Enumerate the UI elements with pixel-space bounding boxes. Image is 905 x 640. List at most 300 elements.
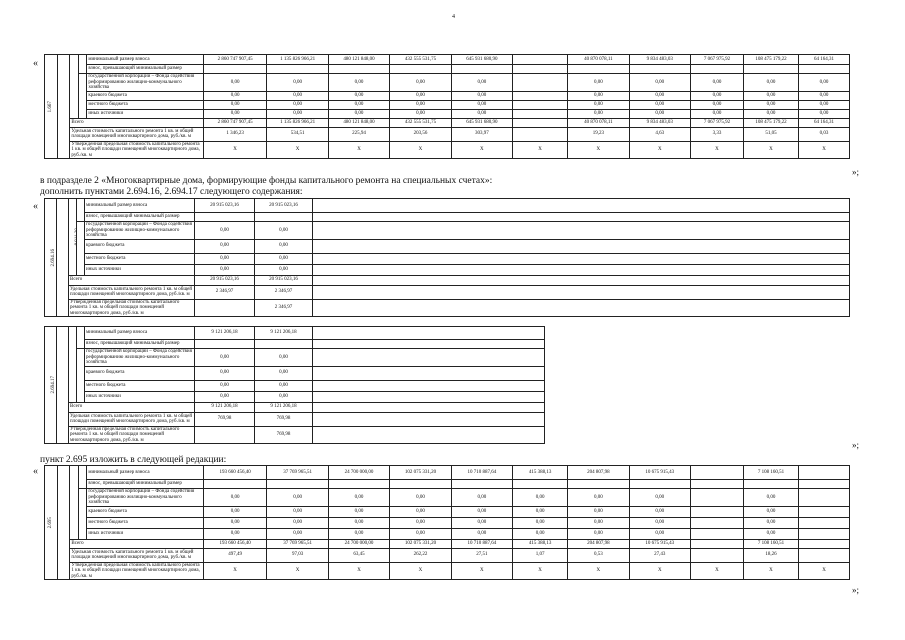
value-cell: 51,05 [743,127,798,141]
table-row [45,109,850,118]
value-cell: 225,94 [328,127,389,141]
value-cell: 0,00 [267,100,328,109]
value-cell: 0,00 [743,109,798,118]
value-cell: 0,00 [568,506,629,517]
value-cell: 480 121 848,00 [328,55,389,65]
value-cell: X [451,141,512,159]
table-row [45,91,850,100]
value-cell [743,65,798,74]
value-cell: 0,00 [255,391,313,402]
value-cell: 0,00 [743,506,798,517]
value-cell [691,528,744,539]
value-cell [799,548,850,562]
value-cell: 0,00 [799,74,850,92]
value-cell: 0,00 [195,253,255,264]
address-cell [57,466,70,580]
value-cell: X [513,141,568,159]
value-cell: 0,00 [255,380,313,391]
value-cell: 27,51 [451,548,512,562]
value-cell [255,213,313,222]
value-cell [451,65,512,74]
value-cell: 97,03 [267,548,328,562]
value-cell: 0,00 [203,74,267,92]
owners-funds-cell [78,466,86,489]
value-cell: X [743,141,798,159]
value-cell: 0,00 [451,109,512,118]
empty-cell [313,299,850,317]
value-cell: 20 915 023,16 [255,275,313,285]
empty-cell [313,402,545,412]
table-row [45,426,851,444]
row-label: государственной корпорации – Фонда содействия реформированию жилищно-коммунального хозяйства [87,74,204,92]
row-label: краевого бюджета [87,91,204,100]
row-label: Удельная стоимость капитального ремонта 1 кв. м общей площади помещений многоквартирного дома, руб./кв. м [69,412,195,426]
table-row [45,222,850,240]
table-row [45,528,850,539]
value-cell [513,109,568,118]
value-cell [691,517,744,528]
value-cell: 0,00 [195,349,255,367]
value-cell [195,340,255,349]
row-label: минимальный размер взноса [87,466,204,480]
value-cell [799,506,850,517]
value-cell: 0,00 [195,380,255,391]
value-cell [195,299,255,317]
value-cell: 0,00 [568,100,629,109]
value-cell [799,466,850,480]
row-label: взнос, превышающий минимальный размер [87,65,204,74]
value-cell: 3,33 [691,127,744,141]
value-cell: 0,00 [629,528,690,539]
value-cell [328,480,389,489]
table-row [45,199,850,213]
value-cell: 0,00 [328,517,389,528]
value-cell: 0,00 [513,489,568,507]
value-cell [203,65,267,74]
paragraph-item-2695: пункт 2.695 изложить в следующей редакции: [40,455,227,465]
row-label: взнос, превышающий минимальный размер [87,480,204,489]
value-cell: 102 075 331,20 [390,539,451,548]
table-row [45,489,850,507]
value-cell: 0,00 [390,100,451,109]
value-cell: 9 834 483,03 [629,118,690,127]
value-cell: 0,00 [267,528,328,539]
value-cell: 0,00 [195,239,255,253]
value-cell: 0,00 [390,517,451,528]
value-cell: 0,00 [691,91,744,100]
value-cell: 0,00 [267,517,328,528]
row-label: местного бюджета [85,253,195,264]
value-cell: 0,00 [691,74,744,92]
value-cell [799,528,850,539]
table-row [45,141,850,159]
value-cell: X [513,562,568,580]
value-cell: 0,00 [451,517,512,528]
table-row [45,327,851,340]
row-label: Удельная стоимость капитального ремонта 1 кв. м общей площади помещений многоквартирного дома, руб./кв. м [69,285,195,299]
value-cell [691,480,744,489]
value-cell: 0,00 [390,506,451,517]
value-cell: 1,07 [513,548,568,562]
value-cell: 9 121 206,18 [255,402,313,412]
value-cell: 2 346,97 [195,285,255,299]
item-number-cell [45,199,57,317]
empty-cell [313,285,850,299]
value-cell [513,100,568,109]
support-cell [77,222,85,276]
owners-funds-cell [77,199,85,222]
value-cell: 2 346,97 [255,299,313,317]
value-cell [799,517,850,528]
value-cell: 0,00 [390,489,451,507]
value-cell [513,480,568,489]
empty-cell [313,275,850,285]
value-cell: X [691,562,744,580]
table-row [45,275,850,285]
value-cell: 0,00 [799,91,850,100]
value-cell: 1 135 826 966,21 [267,55,328,65]
value-cell: 64 164,31 [799,118,850,127]
value-cell [568,65,629,74]
value-cell: 769,98 [255,412,313,426]
value-cell: 203,56 [390,127,451,141]
value-cell: X [568,141,629,159]
table-row [45,517,850,528]
value-cell: 0,00 [328,489,389,507]
table-row [45,299,850,317]
owners-funds-cell [78,55,86,74]
value-cell: 63,45 [328,548,389,562]
table-row [45,391,851,402]
table-row [45,127,850,141]
table-row [45,340,851,349]
table-row [45,100,850,109]
item-number: 1.667 [48,100,54,113]
row-label: Всего [69,402,195,412]
value-cell: 0,00 [629,489,690,507]
open-quote: « [33,201,38,212]
value-cell [328,65,389,74]
value-cell: X [390,141,451,159]
value-cell: 645 931 680,90 [451,118,512,127]
value-cell: 40 870 078,11 [568,55,629,65]
row-label: Удельная стоимость капитального ремонта 1 кв. м общей площади помещений многоквартирного дома, руб./кв. м [70,127,203,141]
value-cell: 0,00 [328,74,389,92]
closing-quote: »; [852,585,860,595]
paragraph-add-items: дополнить пунктами 2.694.16, 2.694.17 следующего содержания: [40,187,303,197]
value-cell: 0,00 [203,517,267,528]
area-cell [70,466,78,540]
table-row [45,349,851,367]
value-cell: 10 675 915,43 [629,539,690,548]
value-cell: 0,00 [743,517,798,528]
value-cell [691,506,744,517]
value-cell: 262,22 [390,548,451,562]
value-cell: 64 164,31 [799,55,850,65]
value-cell [691,489,744,507]
value-cell: 0,03 [799,127,850,141]
table-krasnodarskaya-13 [44,198,850,317]
value-cell: 0,00 [390,74,451,92]
value-cell [691,65,744,74]
row-label: Удельная стоимость капитального ремонта 1 кв. м общей площади помещений многоквартирного дома, руб./кв. м [70,548,203,562]
open-quote: « [33,58,38,69]
table-row [45,402,851,412]
table-row [45,548,850,562]
item-number: 2.694.16 [51,248,56,267]
value-cell: X [629,141,690,159]
value-cell: 0,00 [451,489,512,507]
value-cell: 193 660 456,40 [203,539,267,548]
value-cell [390,480,451,489]
table-row [45,466,850,480]
value-cell: 0,00 [691,100,744,109]
value-cell: 0,00 [451,100,512,109]
table-row [45,65,850,74]
closing-quote: »; [852,167,860,177]
value-cell: 0,00 [451,91,512,100]
value-cell [513,127,568,141]
value-cell: X [799,141,850,159]
value-cell: 1 135 826 966,21 [267,118,328,127]
row-label: Утвержденная предельная стоимость капитального ремонта 1 кв. м общей площади помещений многоквартирного дома, руб./кв. м [70,141,203,159]
value-cell: 0,00 [203,528,267,539]
value-cell: 0,00 [328,109,389,118]
value-cell: 2 860 747 907,45 [203,55,267,65]
item-number: 2.694.17 [51,376,56,394]
value-cell: 20 915 023,16 [195,275,255,285]
value-cell: 0,00 [629,91,690,100]
item-number-cell [45,466,58,580]
value-cell: 9 121 206,18 [195,327,255,340]
value-cell: 497,49 [203,548,267,562]
value-cell: X [203,562,267,580]
value-cell: 303,97 [451,127,512,141]
value-cell: X [267,562,328,580]
value-cell [390,65,451,74]
row-label: местного бюджета [87,100,204,109]
row-label: государственной корпорации – Фонда содействия реформированию жилищно-коммунального хозяйства [85,222,195,240]
value-cell: 2 346,97 [255,285,313,299]
value-cell [799,539,850,548]
support-cell [78,74,86,119]
value-cell: 193 660 456,40 [203,466,267,480]
value-cell: 0,00 [267,91,328,100]
row-label: краевого бюджета [85,366,195,380]
value-cell: X [568,562,629,580]
value-cell: 1 346,23 [203,127,267,141]
value-cell: 0,00 [691,109,744,118]
value-cell: 204 807,98 [568,539,629,548]
value-cell [629,65,690,74]
value-cell: 0,00 [195,264,255,275]
table-row [45,285,850,299]
value-cell: 9 834 483,03 [629,55,690,65]
open-quote: « [33,466,38,477]
row-label: местного бюджета [87,517,204,528]
area-cell [69,199,77,276]
table-row [45,264,850,275]
value-cell: 480 121 848,00 [328,118,389,127]
value-cell [691,466,744,480]
row-label: иных источники [85,264,195,275]
value-cell: 40 870 078,11 [568,118,629,127]
value-cell: 0,00 [255,366,313,380]
table-row [45,480,850,489]
empty-cell [313,213,850,222]
value-cell [799,489,850,507]
value-cell [255,340,313,349]
item-number: 2.695 [48,516,54,529]
value-cell: 0,00 [203,109,267,118]
value-cell: 415 388,13 [513,539,568,548]
value-cell: 0,00 [328,91,389,100]
value-cell: 769,98 [255,426,313,444]
empty-cell [313,366,545,380]
address-cell [57,327,69,444]
value-cell: 18,26 [743,548,798,562]
value-cell: 0,00 [799,100,850,109]
value-cell: 0,00 [328,506,389,517]
table-row [45,380,851,391]
value-cell: 432 555 531,75 [390,55,451,65]
value-cell: 0,00 [629,109,690,118]
value-cell: X [267,141,328,159]
value-cell: 0,00 [568,517,629,528]
value-cell: 37 769 965,51 [267,539,328,548]
value-cell [799,480,850,489]
value-cell: 0,00 [743,74,798,92]
value-cell: 0,00 [799,109,850,118]
value-cell: 10 675 915,43 [629,466,690,480]
empty-cell [313,391,545,402]
value-cell: 0,00 [203,506,267,517]
value-cell: 0,00 [328,100,389,109]
row-label: Утвержденная предельная стоимость капитального ремонта 1 кв. м общей площади помещений многоквартирного дома, руб./кв. м [69,426,195,444]
value-cell: 19,23 [568,127,629,141]
value-cell: 204 807,98 [568,466,629,480]
value-cell: 0,00 [629,517,690,528]
address-cell [57,199,69,317]
value-cell: 0,00 [629,74,690,92]
value-cell: X [451,562,512,580]
row-label: краевого бюджета [85,239,195,253]
value-cell: 534,51 [267,127,328,141]
value-cell: 0,00 [255,222,313,240]
empty-cell [313,327,545,340]
table-row [45,253,850,264]
owners-funds-cell [77,327,85,349]
paragraph-subsection-2: в подразделе 2 «Многоквартирные дома, формирующие фонды капитального ремонта на специальных счетах»: [40,176,493,186]
value-cell: X [328,562,389,580]
value-cell: 7 108 160,51 [743,466,798,480]
value-cell [203,480,267,489]
value-cell [568,480,629,489]
table-row [45,562,850,580]
value-cell: 10 710 887,64 [451,466,512,480]
empty-cell [313,253,850,264]
value-cell: 0,00 [629,100,690,109]
value-cell: 0,00 [267,506,328,517]
value-cell [195,426,255,444]
value-cell [513,65,568,74]
value-cell [629,480,690,489]
value-cell: X [743,562,798,580]
value-cell: 108 475 179,22 [743,118,798,127]
value-cell: 0,00 [568,91,629,100]
row-label: минимальный размер взноса [87,55,204,65]
empty-cell [313,239,850,253]
value-cell: 0,00 [195,222,255,240]
value-cell: 0,00 [328,528,389,539]
table-row [45,412,851,426]
table-novosibirskaya-41 [44,326,851,444]
value-cell [691,548,744,562]
value-cell: 10 710 887,64 [451,539,512,548]
value-cell: 9 121 206,18 [195,402,255,412]
value-cell [513,55,568,65]
value-cell: 0,00 [203,489,267,507]
row-label: Всего [70,539,203,548]
empty-cell [313,380,545,391]
value-cell: 0,00 [451,528,512,539]
row-label: взнос, превышающий минимальный размер [85,340,195,349]
address-cell [57,55,70,159]
row-label: Всего [69,275,195,285]
value-cell: 7 067 975,92 [691,118,744,127]
value-cell: 0,00 [568,74,629,92]
value-cell: 0,00 [267,109,328,118]
table-row [45,366,851,380]
table-row [45,118,850,127]
value-cell: 0,00 [743,528,798,539]
table-row [45,539,850,548]
value-cell: 9 121 206,18 [255,327,313,340]
empty-cell [313,426,545,444]
value-cell: 108 475 179,22 [743,55,798,65]
value-cell: X [203,141,267,159]
value-cell [513,74,568,92]
area-cell [70,55,78,119]
table-row [45,506,850,517]
value-cell: 0,00 [568,528,629,539]
row-label: государственной корпорации – Фонда содействия реформированию жилищно-коммунального хозяйства [85,349,195,367]
value-cell [799,65,850,74]
row-label: Всего [70,118,203,127]
table-regional-operator [44,54,850,159]
closing-quote: »; [852,440,860,450]
value-cell: X [629,562,690,580]
area-cell [69,327,77,403]
value-cell: 0,00 [568,109,629,118]
value-cell: 0,00 [255,264,313,275]
row-label: Утвержденная предельная стоимость капитального ремонта 1 кв. м общей площади помещений многоквартирного дома, руб./кв. м [69,299,195,317]
value-cell: 4,63 [629,127,690,141]
value-cell [513,118,568,127]
empty-cell [313,264,850,275]
row-label: иных источники [85,391,195,402]
value-cell [513,91,568,100]
row-label: местного бюджета [85,380,195,391]
value-cell: 0,00 [390,528,451,539]
row-label: иных источники [87,109,204,118]
value-cell: 7 067 975,92 [691,55,744,65]
value-cell: 0,00 [513,517,568,528]
value-cell: 0,00 [743,489,798,507]
row-label: Утвержденная предельная стоимость капитального ремонта 1 кв. м общей площади помещений многоквартирного дома, руб./кв. м [70,562,203,580]
value-cell: 24 700 000,00 [328,539,389,548]
value-cell: 37 769 965,51 [267,466,328,480]
